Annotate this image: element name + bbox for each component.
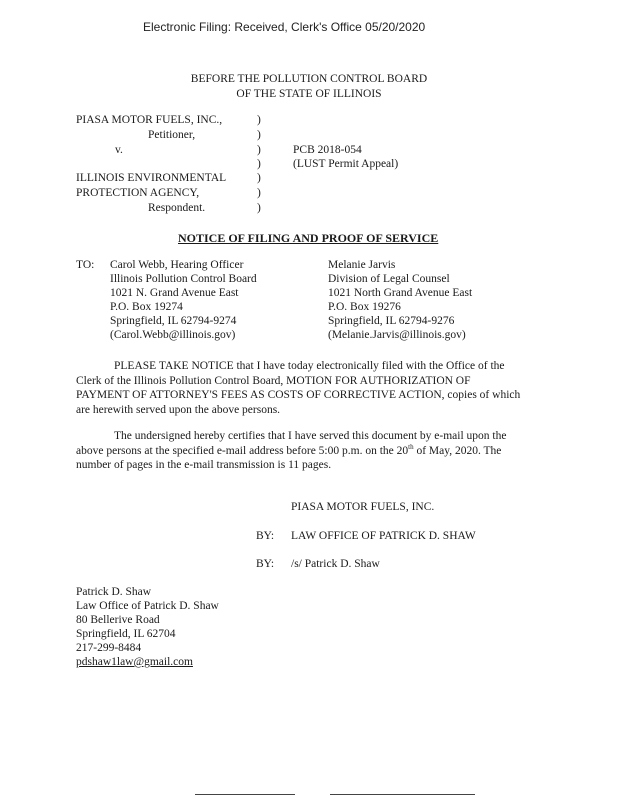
footer-rule [330,794,475,795]
by-label: BY: [256,530,275,542]
respondent-name-line1: ILLINOIS ENVIRONMENTAL [76,172,227,184]
footer-rule [195,794,295,795]
caption-bracket: ) [257,202,261,214]
notice-paragraph: PLEASE TAKE NOTICE that I have today electronically filed with the Office of the Clerk of the Illinois Pollution Control Board, MOTION FOR AUTHORIZATION OF PAYMENT OF ATTORNEY'S FEES AS COSTS OF CORRECTIVE ACTION, copies of which are herewith served upon the above persons. [76,360,521,416]
filing-stamp: Electronic Filing: Received, Clerk's Office 05/20/2020 [143,20,426,34]
signature-firm: LAW OFFICE OF PATRICK D. SHAW [291,530,476,542]
attorney-phone: 217-299-8484 [76,642,142,654]
caption-bracket: ) [257,144,261,156]
recipient1-line: Illinois Pollution Control Board [110,273,257,285]
certification-text-end: of May, 2020. The number of pages in the e-mail transmission is 11 pages. [76,444,502,471]
recipient1-line: P.O. Box 19274 [110,301,183,313]
petitioner-name: PIASA MOTOR FUELS, INC., [76,114,223,126]
recipient1-line: 1021 N. Grand Avenue East [110,287,239,299]
recipient2-email: (Melanie.Jarvis@illinois.gov) [328,329,466,341]
recipient2-line: Division of Legal Counsel [328,273,450,285]
recipient2-line: 1021 North Grand Avenue East [328,287,473,299]
attorney-email-link[interactable]: pdshaw1law@gmail.com [76,656,193,668]
court-heading-line1: BEFORE THE POLLUTION CONTROL BOARD [190,73,428,85]
case-number: PCB 2018-054 [293,144,362,156]
case-type: (LUST Permit Appeal) [293,158,399,170]
court-heading-line2: OF THE STATE OF ILLINOIS [236,88,382,100]
petitioner-role: Petitioner, [148,129,196,141]
by-label: BY: [256,558,275,570]
signature-party: PIASA MOTOR FUELS, INC. [291,501,435,513]
caption-bracket: ) [257,158,261,170]
attorney-city: Springfield, IL 62704 [76,628,176,640]
signature-signed: /s/ Patrick D. Shaw [291,558,380,570]
recipient1-email: (Carol.Webb@illinois.gov) [110,329,236,341]
recipient2-line: Melanie Jarvis [328,259,396,271]
caption-bracket: ) [257,187,261,199]
recipient1-line: Springfield, IL 62794-9274 [110,315,237,327]
caption-bracket: ) [257,172,261,184]
notice-title: NOTICE OF FILING AND PROOF OF SERVICE [178,231,439,245]
versus: v. [115,144,123,156]
recipient2-line: P.O. Box 19276 [328,301,401,313]
certification-text: The undersigned hereby certifies that I have served this document by e-mail upon the above persons at the specified e-mail address before 5:00 p.m. on the 20 [76,430,507,457]
recipient1-line: Carol Webb, Hearing Officer [110,259,244,271]
ordinal-suffix: th [408,442,414,451]
respondent-name-line2: PROTECTION AGENCY, [76,187,200,199]
attorney-street: 80 Bellerive Road [76,614,160,626]
caption-bracket: ) [257,114,261,126]
attorney-firm: Law Office of Patrick D. Shaw [76,600,219,612]
respondent-role: Respondent. [148,202,206,214]
recipient2-line: Springfield, IL 62794-9276 [328,315,455,327]
certification-paragraph [76,429,524,473]
attorney-name: Patrick D. Shaw [76,586,152,598]
caption-bracket: ) [257,129,261,141]
to-label: TO: [76,259,95,271]
